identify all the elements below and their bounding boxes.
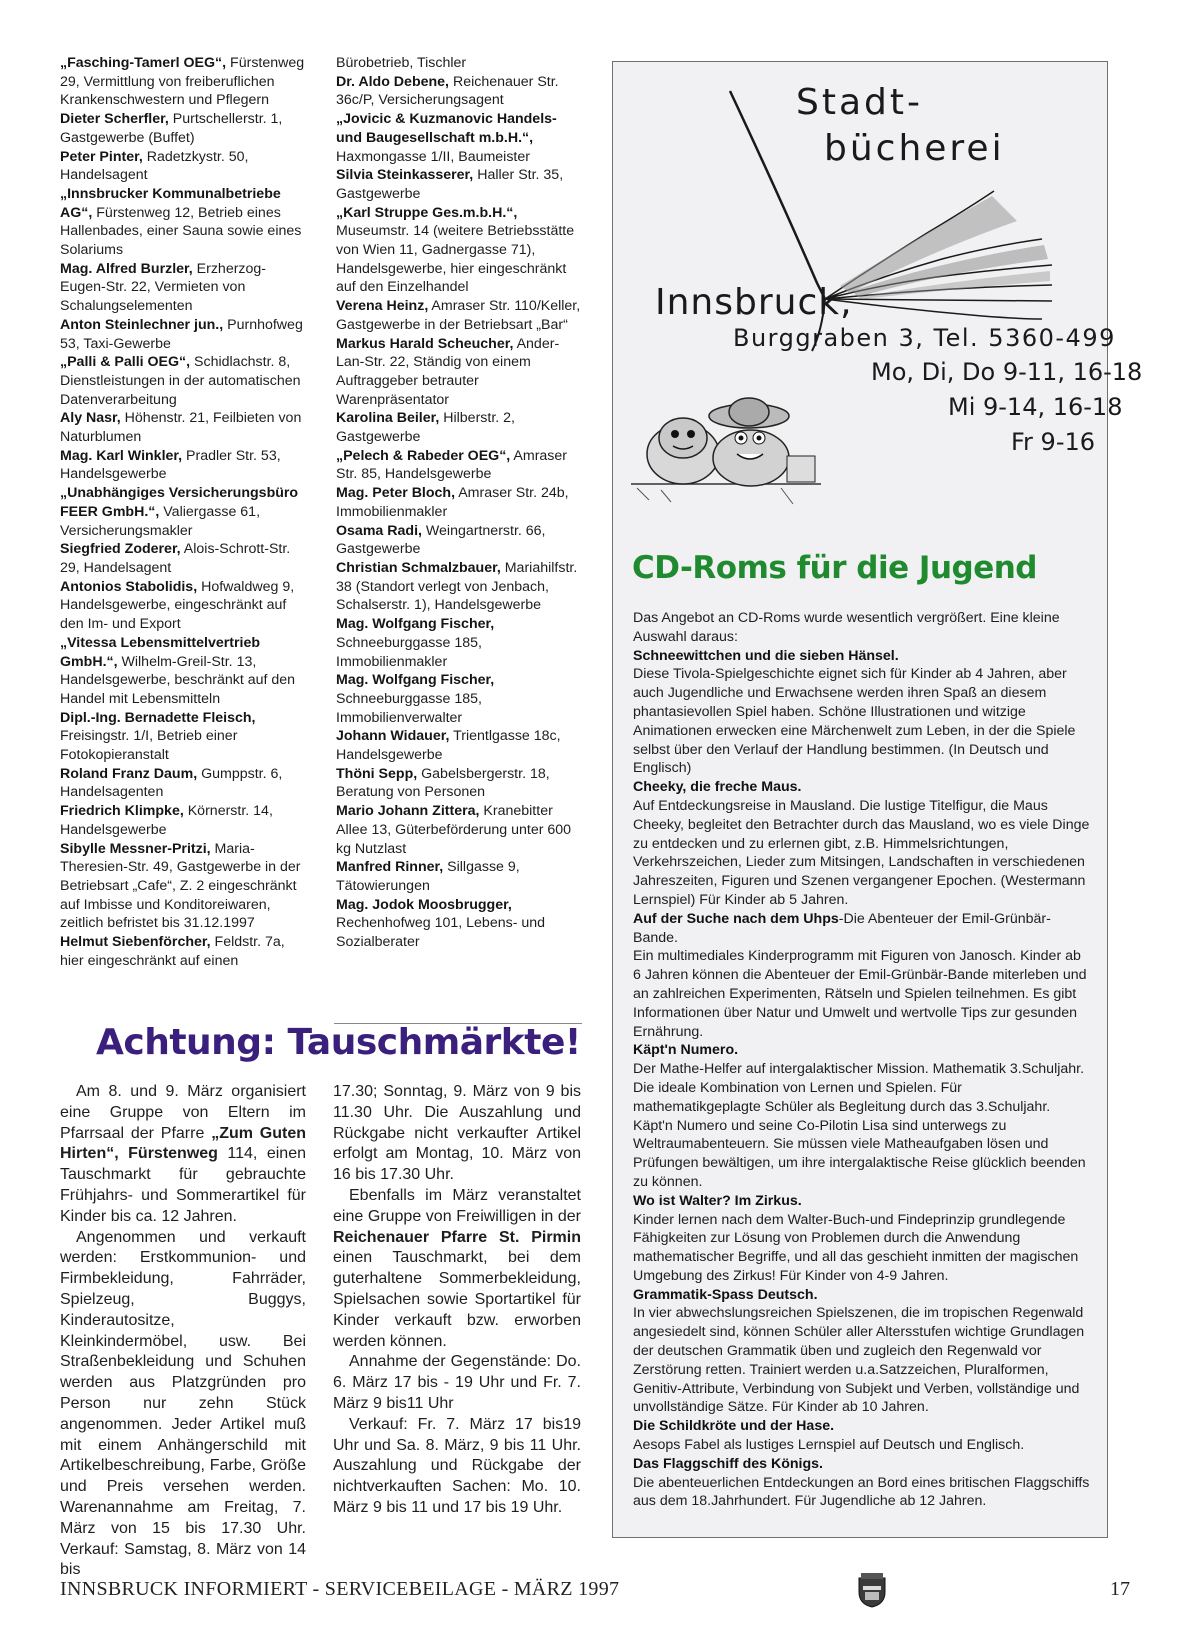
library-address: Burggraben 3, Tel. 5360-499	[733, 324, 1116, 352]
entry: „Innsbrucker Kommunalbetriebe AG“, Fürstenweg 12, Betrieb eines Hallenbades, einer Sauna sowie eines Solariums	[60, 185, 302, 259]
entry: „Jovicic & Kuzmanovic Handels- und Baugesellschaft m.b.H.“, Haxmongasse 1/II, Baumeister	[336, 111, 557, 165]
entry: „Vitessa Lebensmittelvertrieb GmbH.“, Wilhelm-Greil-Str. 13, Handelsgewerbe, beschränkt auf den Handel mit Lebensmitteln	[60, 634, 296, 707]
entry: „Karl Struppe Ges.m.b.H.“, Museumstr. 14 (weitere Betriebsstätte von Wien 11, Gadnergasse 71), Handelsgewerbe, hier eingeschränkt auf den Einzelhandel	[336, 204, 575, 296]
entry: „Fasching-Tamerl OEG“, Fürstenweg 29, Vermittlung von freiberuflichen Krankenschwestern und Pflegern	[60, 55, 305, 109]
entry: Dr. Aldo Debene, Reichenauer Str. 36c/P, Versicherungsagent	[336, 73, 559, 109]
article-title: Achtung: Tauschmärkte!	[96, 1022, 581, 1063]
cd-intro: Das Angebot an CD-Roms wurde wesentlich vergrößert. Eine kleine Auswahl daraus:	[633, 610, 1060, 645]
library-hours-2: Mi 9-14, 16-18	[948, 393, 1123, 421]
entry: „Unabhängiges Versicherungsbüro FEER GmbH.“, Valiergasse 61, Versicherungsmakler	[60, 485, 299, 539]
entry: Mag. Alfred Burzler, Erzherzog-Eugen-Str. 22, Vermieten von Schalungselementen	[60, 260, 267, 315]
paragraph: Am 8. und 9. März organisiert eine Gruppe von Eltern im Pfarrsaal der Pfarre „Zum Guten Hirten“, Fürstenweg 114, einen Tauschmarkt für gebrauchte Frühjahrs- und Sommerartikel für Kinder bis ca. 12 Jahren.	[60, 1083, 306, 1225]
cd-section-text	[633, 609, 1092, 1511]
entry: Sibylle Messner-Pritzi, Maria-Theresien-Str. 49, Gastgewerbe in der Betriebsart „Cafe“, Z. 2 eingeschränkt auf Imbisse und Konditoreiwaren, zeitlich befristet bis 31.12.1997	[60, 840, 301, 932]
cd-item-text: Auf Entdeckungsreise in Mausland. Die lustige Titelfigur, die Maus Cheeky, begleitet den Betrachter durch das Mausland, wo es viele Dinge zu entdecken und zu erlernen gibt, z.B. Himmelsrichtungen, Verkehrszeichen, Lieder zum Mitsingen, Landschaften in verschiedenen Jahreszeiten, Figuren und Szenen vergangener Epochen. (Westermann Lernspiel) Für Kinder ab 5 Jahren.	[633, 797, 1090, 908]
register-column-1	[60, 54, 306, 970]
entry: Anton Steinlechner jun., Purnhofweg 53, Taxi-Gewerbe	[60, 316, 303, 352]
entry: Mario Johann Zittera, Kranebitter Allee 13, Güterbeförderung unter 600 kg Nutzlast	[336, 803, 572, 857]
entry: Verena Heinz, Amraser Str. 110/Keller, Gastgewerbe in der Betriebsart „Bar“	[336, 298, 581, 333]
article-column-1	[60, 1082, 306, 1581]
cd-item-text: Aesops Fabel als lustiges Lernspiel auf Deutsch und Englisch.	[633, 1437, 1025, 1454]
city-crest-icon	[857, 1572, 887, 1608]
entry: Mag. Jodok Moosbrugger, Rechenhofweg 101, Lebens- und Sozialberater	[336, 896, 546, 951]
paragraph: Annahme der Gegenstände: Do. 6. März 17 bis - 19 Uhr und Fr. 7. März 9 bis11 Uhr	[333, 1353, 581, 1412]
cd-item-title: Auf der Suche nach dem Uhps-Die Abenteuer der Emil-Grünbär-Bande.	[633, 910, 1051, 946]
entry: Thöni Sepp, Gabelsbergerstr. 18, Beratung von Personen	[336, 765, 550, 801]
entry: Manfred Rinner, Sillgasse 9, Tätowierungen	[336, 859, 520, 894]
cd-item-text: Die abenteuerlichen Entdeckungen an Bord eines britischen Flaggschiffs aus dem 18.Jahrhundert. Für Jugendliche ab 12 Jahren.	[633, 1474, 1090, 1510]
entry: Markus Harald Scheucher, Ander-Lan-Str. 22, Ständig von einem Auftraggeber betrauter Warenpräsentator	[336, 335, 560, 408]
entry: „Palli & Palli OEG“, Schidlachstr. 8, Dienstleistungen in der automatischen Datenverarbeitung	[60, 354, 301, 408]
entry: Dieter Scherfler, Purtschellerstr. 1, Gastgewerbe (Buffet)	[60, 111, 283, 146]
entry: Bürobetrieb, Tischler	[336, 55, 467, 71]
entry: Mag. Karl Winkler, Pradler Str. 53, Handelsgewerbe	[60, 447, 281, 483]
article-column-2	[333, 1082, 581, 1519]
cd-item-title: Grammatik-Spass Deutsch.	[633, 1286, 818, 1303]
paragraph: Ebenfalls im März veranstaltet eine Gruppe von Freiwilligen in der Reichenauer Pfarre St. Pirmin einen Tauschmarkt, bei dem guterhaltene Sommerbekleidung, Spielsachen sowie Sportartikel für Kinder verkauft bzw. erworben werden können.	[333, 1186, 581, 1350]
cd-item-title: Wo ist Walter? Im Zirkus.	[633, 1192, 802, 1209]
cd-item-text: Kinder lernen nach dem Walter-Buch-und Findeprinzip grundlegende Fähigkeiten zur Lösung von Problemen durch die Anwendung mathematischer Begriffe, und all das geschieht inmitten der magischen Umgebung des Zirkus! Für Kinder von 4-9 Jahren.	[633, 1211, 1079, 1284]
paragraph: Verkauf: Fr. 7. März 17 bis19 Uhr und Sa. 8. März, 9 bis 11 Uhr. Auszahlung und Rückgabe der nichtverkauften Sachen: Mo. 10. März 9 bis 11 und 17 bis 19 Uhr.	[333, 1415, 581, 1516]
cd-item-text: Diese Tivola-Spielgeschichte eignet sich für Kinder ab 4 Jahren, aber auch Jugendliche und Erwachsene werden ihren Spaß an diesem phantasievollen Spiel haben. Schöne Illustrationen und witzige Animationen erwecken eine Märchenwelt zum Leben, in der die Spiele selbst über den Verlauf der Handlung bestimmen. (In Deutsch und Englisch)	[633, 666, 1076, 777]
entry: Antonios Stabolidis, Hofwaldweg 9, Handelsgewerbe, eingeschränkt auf den Im- und Export	[60, 578, 295, 633]
entry: Christian Schmalzbauer, Mariahilfstr. 38 (Standort verlegt von Jenbach, Schalserstr. 1), Handelsgewerbe	[336, 559, 578, 614]
cd-item-title: Das Flaggschiff des Königs.	[633, 1455, 823, 1472]
cd-section-title: CD-Roms für die Jugend	[632, 550, 1037, 586]
paragraph: Angenommen und verkauft werden: Erstkommunion- und Firmbekleidung, Fahrräder, Spielzeug, Buggys, Kinderautositze, Kleinkindermöbel, usw. Bei Straßenbekleidung und Schuhen werden aus Platzgründen pro Person nur zehn Stück angenommen. Jeder Artikel muß mit einem Anhängerschild mit Artikelbeschreibung, Farbe, Größe und Preis versehen werden. Warenannahme am Freitag, 7. März von 15 bis 17.30 Uhr. Verkauf: Samstag, 8. März von 14 bis	[60, 1228, 306, 1579]
entry: Friedrich Klimpke, Körnerstr. 14, Handelsgewerbe	[60, 803, 273, 838]
paragraph: 17.30; Sonntag, 9. März von 9 bis 11.30 Uhr. Die Auszahlung und Rückgabe nicht verkaufter Artikel erfolgt am Montag, 10. März von 16 bis 17.30 Uhr.	[333, 1083, 581, 1184]
entry: Mag. Wolfgang Fischer, Schneeburggasse 185, Immobilienverwalter	[336, 672, 495, 726]
entry: Aly Nasr, Höhenstr. 21, Feilbieten von Naturblumen	[60, 410, 302, 446]
entry: Roland Franz Daum, Gumppstr. 6, Handelsagenten	[60, 765, 283, 801]
library-hours-1: Mo, Di, Do 9-11, 16-18	[871, 358, 1143, 386]
page-number: 17	[1110, 1578, 1130, 1600]
library-hours-3: Fr 9-16	[1011, 428, 1096, 456]
cd-item-title: Die Schildkröte und der Hase.	[633, 1418, 835, 1435]
entry: „Pelech & Rabeder OEG“, Amraser Str. 85, Handelsgewerbe	[336, 447, 568, 483]
library-city: Innsbruck,	[655, 282, 853, 323]
cd-item-text: In vier abwechslungsreichen Spielszenen, die im tropischen Regenwald angesiedelt sind, können Schüler aller Altersstufen wichtige Grundlagen der deutschen Grammatik üben und zugleich den Regenwald vor Zerstörung retten. Trainiert werden u.a.Satzzeichen, Pluralformen, Genitiv-Attribute, Verbindung von Subjekt und Verben, vollständige und unvollständige Sätze. Für Kinder ab 10 Jahren.	[633, 1305, 1085, 1416]
entry: Johann Widauer, Trientlgasse 18c, Handelsgewerbe	[336, 728, 561, 764]
entry: Dipl.-Ing. Bernadette Fleisch, Freisingstr. 1/I, Betrieb einer Fotokopieranstalt	[60, 709, 256, 764]
library-name-line-1: Stadt-	[796, 82, 923, 123]
entry: Peter Pinter, Radetzkystr. 50, Handelsagent	[60, 148, 249, 184]
page-footer	[60, 1578, 1130, 1608]
register-column-2	[336, 54, 582, 952]
cd-item-text: Der Mathe-Helfer auf intergalaktischer Mission. Mathematik 3.Schuljahr. Die ideale Kombination von Lernen und Spielen. Für mathematikgeplagte Schüler als Begleitung durch das 3.Schuljahr. Käpt'n Numero und seine Co-Pilotin Lisa sind unterwegs zu Weltraumabenteuern. Sie müssen viele Matheaufgaben lösen und Prüfungen bewältigen, um ihre intergalaktische Reise glücklich beenden zu können.	[633, 1061, 1086, 1190]
entry: Osama Radi, Weingartnerstr. 66, Gastgewerbe	[336, 522, 546, 558]
cd-item-text: Ein multimediales Kinderprogramm mit Figuren von Janosch. Kinder ab 6 Jahren können die Abenteuer der Emil-Grünbär-Bande miterleben und an zahlreichen Experimenten, Rätseln und Spielen teilnehmen. Es gibt Informationen über Natur und Umwelt und wertvolle Tips zur gesunden Ernährung.	[633, 948, 1087, 1040]
footer-title: INNSBRUCK INFORMIERT - SERVICEBEILAGE - MÄRZ 1997	[60, 1578, 620, 1600]
entry: Siegfried Zoderer, Alois-Schrott-Str. 29, Handelsagent	[60, 541, 291, 576]
library-name-line-2: bücherei	[824, 128, 1005, 169]
entry: Karolina Beiler, Hilberstr. 2, Gastgewerbe	[336, 410, 515, 446]
cd-item-title: Käpt'n Numero.	[633, 1042, 739, 1059]
entry: Mag. Peter Bloch, Amraser Str. 24b, Immobilienmakler	[336, 485, 569, 520]
cd-item-title: Cheeky, die freche Maus.	[633, 779, 802, 796]
entry: Mag. Wolfgang Fischer, Schneeburggasse 185, Immobilienmakler	[336, 616, 495, 670]
entry: Silvia Steinkasserer, Haller Str. 35, Gastgewerbe	[336, 167, 564, 202]
cartoon-illustration	[631, 376, 821, 512]
entry: Helmut Siebenförcher, Feldstr. 7a, hier eingeschränkt auf einen	[60, 934, 285, 969]
cd-item-title: Schneewittchen und die sieben Hänsel.	[633, 647, 899, 664]
